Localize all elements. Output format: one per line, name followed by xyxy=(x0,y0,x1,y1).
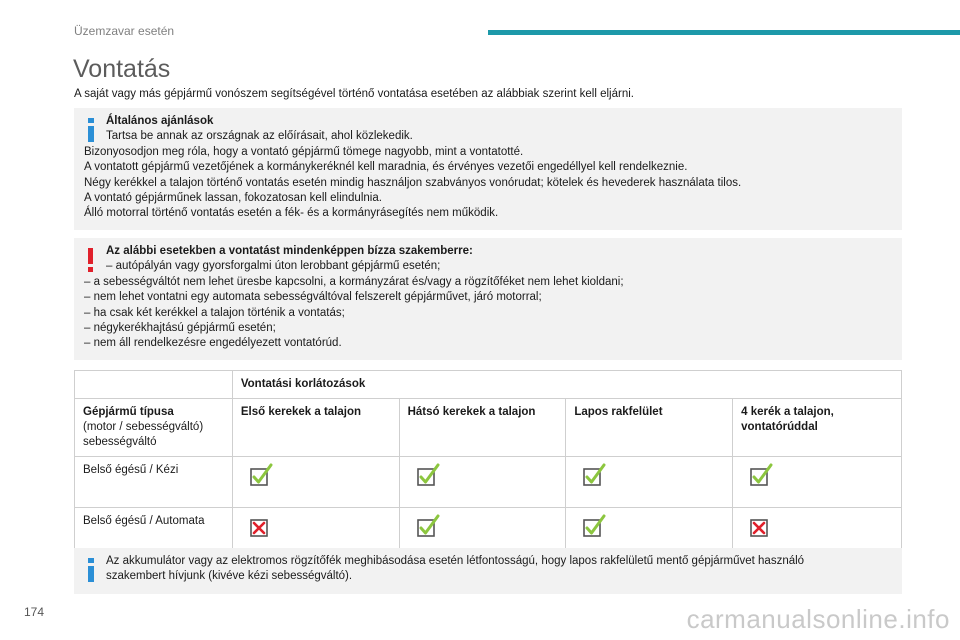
checkmark-icon xyxy=(416,463,440,487)
watermark: carmanualsonline.info xyxy=(686,604,950,634)
table-corner-cell xyxy=(75,371,233,399)
table-row xyxy=(75,508,902,551)
table-row xyxy=(75,457,902,508)
info-icon xyxy=(88,558,95,582)
info-box xyxy=(74,108,902,230)
column-header: Első kerekek a talajon xyxy=(232,399,399,457)
row-label: Belső égésű / Automata xyxy=(75,508,233,551)
warning-line: – a sebességváltót nem lehet üresbe kapcsolni, a kormányzárat és/vagy a rögzítőféket nem lehet kioldani; xyxy=(84,275,624,288)
status-cell xyxy=(399,457,566,508)
checkmark-icon xyxy=(749,463,773,487)
status-cell xyxy=(733,508,902,551)
note-text: Az akkumulátor vagy az elektromos rögzítőfék meghibásodása esetén létfontosságú, hogy lapos rakfelületű mentő gépjárművet használó xyxy=(106,555,805,567)
checkmark-icon xyxy=(582,514,606,538)
row-header-sub: (motor / sebességváltó) xyxy=(83,421,204,433)
status-cell xyxy=(566,457,733,508)
cross-icon xyxy=(749,514,773,538)
info-line: Tartsa be annak az országnak az előírásait, ahol közlekedik. xyxy=(106,130,413,143)
warning-line: – autópályán vagy gyorsforgalmi úton lerobbant gépjármű esetén; xyxy=(106,260,441,273)
warning-line: – ha csak két kerékkel a talajon történik a vontatás; xyxy=(84,306,345,319)
note-text: szakembert hívjunk (kivéve kézi sebességváltó). xyxy=(106,570,353,583)
header-accent-bar xyxy=(488,30,960,35)
status-cell xyxy=(232,457,399,508)
intro-text: A saját vagy más gépjármű vonószem segítségével történő vontatása esetében az alábbiak szerint kell eljárni. xyxy=(74,88,634,100)
checkmark-icon xyxy=(416,514,440,538)
warning-line: – nem lehet vontatni egy automata sebességváltóval felszerelt gépjárművet, járó motorral; xyxy=(84,291,542,304)
status-cell xyxy=(399,508,566,551)
column-header: Lapos rakfelület xyxy=(566,399,733,457)
info-heading: Általános ajánlások xyxy=(106,115,214,127)
warning-line: – négykerékhajtású gépjármű esetén; xyxy=(84,322,276,335)
column-header: Hátsó kerekek a talajon xyxy=(399,399,566,457)
row-header-title: Gépjármű típusa xyxy=(83,406,174,418)
column-header: 4 kerék a talajon, vontatórúddal xyxy=(733,399,902,457)
row-label: Belső égésű / Kézi xyxy=(75,457,233,508)
towing-restrictions-table xyxy=(74,370,902,551)
section-header: Üzemzavar esetén xyxy=(74,24,175,38)
info-line: Négy kerékkel a talajon történő vontatás esetén mindig használjon szabványos vonórudat; kötelek és hevederek használata tilos. xyxy=(84,176,742,189)
checkmark-icon xyxy=(249,463,273,487)
warning-line: – nem áll rendelkezésre engedélyezett vontatórúd. xyxy=(84,337,342,350)
warning-icon xyxy=(88,248,94,272)
warning-heading: Az alábbi esetekben a vontatást mindenképpen bízza szakemberre: xyxy=(106,245,473,257)
status-cell xyxy=(733,457,902,508)
table-column-header-row xyxy=(75,399,902,457)
row-header-sub: sebességváltó xyxy=(83,436,157,448)
info-line: Álló motorral történő vontatás esetén a fék- és a kormányrásegítés nem működik. xyxy=(84,207,499,220)
warning-box xyxy=(74,238,902,360)
checkmark-icon xyxy=(582,463,606,487)
cross-icon xyxy=(249,514,273,538)
page-number: 174 xyxy=(24,605,45,619)
page-title: Vontatás xyxy=(73,55,171,83)
note-box xyxy=(74,548,902,594)
row-header-cell xyxy=(75,399,233,457)
status-cell xyxy=(566,508,733,551)
info-line: Bizonyosodjon meg róla, hogy a vontató gépjármű tömege nagyobb, mint a vontatotté. xyxy=(84,145,524,158)
info-line: A vontatott gépjármű vezetőjének a kormánykeréknél kell maradnia, és érvényes vezetői engedéllyel kell rendelkeznie. xyxy=(84,161,688,174)
table-group-header-row xyxy=(75,371,902,399)
info-line: A vontató gépjárműnek lassan, fokozatosan kell elindulnia. xyxy=(84,192,382,205)
status-cell xyxy=(232,508,399,551)
table-group-header: Vontatási korlátozások xyxy=(232,371,901,399)
info-icon xyxy=(88,118,95,142)
